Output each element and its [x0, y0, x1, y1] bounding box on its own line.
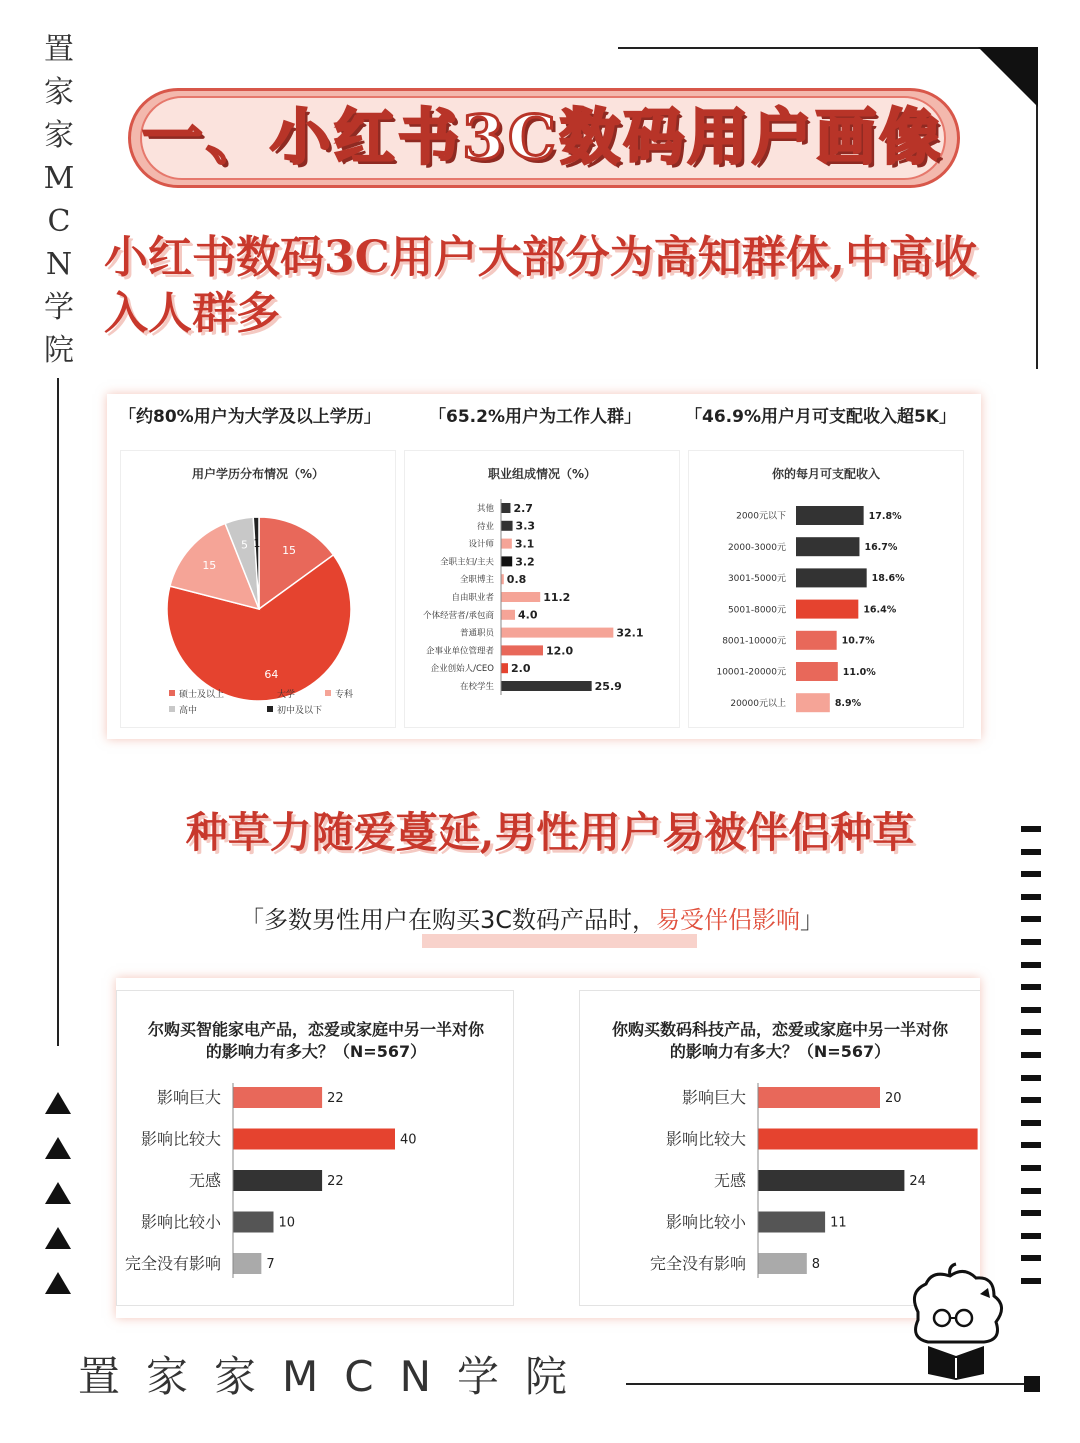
dash-mark: [1021, 1075, 1041, 1081]
bar-category-label: 影响比较大: [665, 1129, 746, 1149]
bar-category-label: 企事业单位管理者: [425, 646, 494, 657]
triangle-icon: [45, 1272, 71, 1294]
bar-category-label: 10001-20000元: [716, 667, 786, 678]
side-brand-char: 院: [44, 333, 74, 368]
side-brand-char: 家: [44, 118, 74, 153]
dash-mark: [1021, 1142, 1041, 1148]
banner-title: 一、小红书3C数码用户画像: [142, 103, 944, 173]
digital-chart-card: [579, 990, 980, 1306]
stat-education: 「约80%用户为大学及以上学历」: [119, 402, 381, 427]
legend-label: 初中及以下: [277, 706, 323, 716]
left-divider: [57, 378, 59, 1046]
bar-value-label: 40: [400, 1132, 417, 1148]
bar-category-label: 无感: [188, 1171, 221, 1191]
bar: [796, 568, 867, 587]
digital-chart-title: 你购买数码科技产品，恋爱或家庭中另一半对你 的影响力有多大？（N=567）: [611, 1020, 948, 1061]
income-chart-card: [688, 450, 964, 728]
dash-mark: [1021, 1120, 1041, 1126]
appliance-bar-chart: [117, 991, 515, 1307]
bar-value-label: 12.0: [546, 644, 574, 658]
bar: [796, 693, 830, 712]
bar-value-label: 0.8: [506, 573, 527, 587]
bar: [501, 521, 513, 531]
bar: [501, 539, 512, 549]
bar: [758, 1253, 807, 1274]
bar-category-label: 个体经营者/承包商: [423, 610, 494, 621]
dash-mark: [1021, 962, 1041, 968]
bar-category-label: 其他: [476, 503, 494, 514]
bar-category-label: 影响巨大: [156, 1088, 221, 1108]
stat-income: 「46.9%用户月可支配收入超5K」: [685, 402, 956, 427]
bar: [233, 1253, 261, 1274]
bar-value-label: 32.1: [616, 626, 644, 640]
occupation-chart-card: [404, 450, 680, 728]
side-brand-char: 学: [44, 290, 74, 325]
bar-value-label: 3.1: [514, 537, 535, 551]
bar-category-label: 影响比较小: [140, 1212, 221, 1232]
bar-value-label: 3.3: [515, 519, 536, 533]
bar-value-label: 10.7%: [841, 635, 875, 647]
bar-category-label: 20000元以上: [730, 698, 786, 709]
pie-label: 1: [253, 536, 261, 550]
dash-mark: [1021, 1233, 1041, 1239]
side-brand-char: 家: [44, 75, 74, 110]
bar-value-label: 8.9%: [834, 698, 862, 710]
bar-category-label: 影响比较小: [665, 1212, 746, 1232]
triangle-icon: [45, 1092, 71, 1114]
bar-value-label: 22: [327, 1091, 344, 1107]
triangle-icon: [45, 1182, 71, 1204]
partner-influence-panel: [116, 978, 980, 1318]
bar: [758, 1212, 825, 1233]
bar: [501, 592, 540, 602]
bar-category-label: 2000-3000元: [727, 542, 786, 553]
top-rule: [618, 47, 1038, 49]
bar-category-label: 3001-5000元: [727, 574, 786, 585]
bar: [796, 506, 864, 525]
legend-swatch: [169, 690, 175, 696]
dash-mark: [1021, 871, 1041, 877]
legend-swatch: [169, 706, 175, 712]
bar-value-label: 24: [909, 1174, 926, 1190]
legend-swatch: [267, 690, 273, 696]
bar-category-label: 在校学生: [459, 681, 494, 692]
footer-square: [1024, 1376, 1040, 1392]
quote-underline: [422, 934, 697, 948]
bar-value-label: 16.4%: [863, 604, 897, 616]
legend-swatch: [325, 690, 331, 696]
dash-mark: [1021, 939, 1041, 945]
footer-brand: 置家家MCN学院: [78, 1352, 593, 1401]
stat-work: 「65.2%用户为工作人群」: [429, 402, 641, 427]
triangle-icon: [45, 1227, 71, 1249]
bar: [501, 503, 510, 513]
legend-label: 硕士及以上: [179, 690, 225, 700]
bar-value-label: 25.9: [594, 679, 622, 693]
legend-label: 专科: [335, 690, 354, 700]
dash-mark: [1021, 984, 1041, 990]
bar: [501, 681, 592, 691]
dash-mark: [1021, 849, 1041, 855]
partner-influence-quote: 「多数男性用户在购买3C数码产品时，易受伴侣影响」: [240, 906, 825, 934]
income-bar-chart: [689, 451, 965, 729]
bar: [796, 600, 858, 619]
dash-mark: [1021, 1278, 1041, 1284]
education-chart-title: 用户学历分布情况（%）: [191, 467, 325, 481]
bar: [758, 1129, 978, 1150]
bar-value-label: 22: [327, 1174, 344, 1190]
bar: [501, 645, 543, 655]
digital-bar-chart: [580, 991, 980, 1307]
education-chart-card: [120, 450, 396, 728]
bar-value-label: 2.7: [513, 501, 533, 515]
quote-highlight: 易受伴侣影响: [656, 906, 801, 934]
bar: [758, 1087, 880, 1108]
bar-category-label: 影响比较大: [140, 1129, 221, 1149]
bar-value-label: 8: [811, 1257, 821, 1273]
side-brand-char: C: [47, 204, 71, 239]
legend-swatch: [267, 706, 273, 712]
bar-value-label: 11: [830, 1215, 847, 1231]
bar-category-label: 自由职业者: [451, 592, 494, 603]
dash-mark: [1021, 1255, 1041, 1261]
bar-category-label: 无感: [713, 1171, 746, 1191]
side-brand-char: 置: [44, 32, 74, 67]
bar-value-label: 4.0: [518, 608, 538, 622]
bar-category-label: 5001-8000元: [727, 605, 786, 616]
headline-2: 种草力随爱蔓延,男性用户易被伴侣种草: [185, 808, 915, 857]
headline-1: 小红书数码3C用户大部分为高知群体,中高收入人群多: [104, 232, 977, 339]
side-brand: [40, 28, 78, 372]
dash-mark: [1021, 894, 1041, 900]
occupation-chart-title: 职业组成情况（%）: [487, 467, 597, 481]
bar: [796, 662, 838, 681]
pie-label: 64: [264, 668, 279, 682]
dash-mark: [1021, 1007, 1041, 1013]
bar: [501, 628, 613, 638]
dash-column: [1021, 826, 1041, 1300]
bar-value-label: 17.8%: [868, 510, 902, 522]
bar: [233, 1170, 322, 1191]
footer-rule: [626, 1383, 1028, 1385]
bar-category-label: 完全没有影响: [649, 1254, 746, 1274]
pie-label: 15: [202, 559, 217, 573]
dash-mark: [1021, 1165, 1041, 1171]
bar-category-label: 普通职员: [459, 628, 494, 639]
dash-mark: [1021, 916, 1041, 922]
corner-triangle: [978, 47, 1038, 107]
bar-category-label: 8001-10000元: [722, 636, 786, 647]
legend-label: 高中: [179, 706, 198, 716]
bar-category-label: 影响巨大: [681, 1088, 746, 1108]
bar-category-label: 2000元以下: [736, 511, 786, 522]
dash-mark: [1021, 826, 1041, 832]
bar: [501, 663, 508, 673]
bar: [233, 1129, 395, 1150]
bar-value-label: 7: [266, 1257, 275, 1273]
pie-label: 5: [241, 538, 249, 552]
bar-category-label: 全职主妇/主夫: [440, 557, 494, 568]
bar-category-label: 完全没有影响: [124, 1254, 221, 1274]
bar-value-label: 16.7%: [864, 542, 898, 554]
legend-label: 大学: [277, 690, 296, 700]
bar: [758, 1170, 904, 1191]
appliance-chart-title: 尔购买智能家电产品，恋爱或家庭中另一半对你 的影响力有多大？（N=567）: [147, 1020, 484, 1061]
bar-value-label: 11.0%: [842, 666, 876, 678]
education-pie-chart: [121, 451, 397, 729]
bar-category-label: 全职博主: [459, 575, 494, 586]
bar-category-label: 设计师: [468, 539, 494, 550]
bar: [233, 1087, 322, 1108]
dash-mark: [1021, 1210, 1041, 1216]
occupation-bar-chart: [405, 451, 681, 729]
bar-value-label: 2.0: [511, 662, 531, 676]
bar: [796, 537, 859, 556]
dash-mark: [1021, 1029, 1041, 1035]
bar-category-label: 待业: [476, 521, 494, 532]
appliance-chart-card: [116, 990, 514, 1306]
bar: [796, 631, 837, 650]
pie-label: 15: [282, 543, 297, 557]
side-brand-char: N: [45, 247, 73, 282]
bar-value-label: 11.2: [543, 590, 571, 604]
side-brand-char: M: [43, 161, 75, 196]
triangle-column: [45, 1092, 71, 1294]
bar: [501, 556, 512, 566]
bar: [501, 610, 515, 620]
demographics-panel: [107, 394, 981, 739]
triangle-icon: [45, 1137, 71, 1159]
bar-category-label: 企业创始人/CEO: [430, 664, 494, 675]
income-chart-title: 你的每月可支配收入: [771, 467, 880, 481]
dash-mark: [1021, 1188, 1041, 1194]
dash-mark: [1021, 1097, 1041, 1103]
reading-mascot-icon: [898, 1262, 1016, 1380]
bar-value-label: 18.6%: [871, 573, 905, 585]
bar: [233, 1212, 274, 1233]
dash-mark: [1021, 1052, 1041, 1058]
bar-value-label: 10: [278, 1215, 296, 1231]
bar-value-label: 20: [885, 1091, 902, 1107]
bar-value-label: 3.2: [515, 555, 535, 569]
